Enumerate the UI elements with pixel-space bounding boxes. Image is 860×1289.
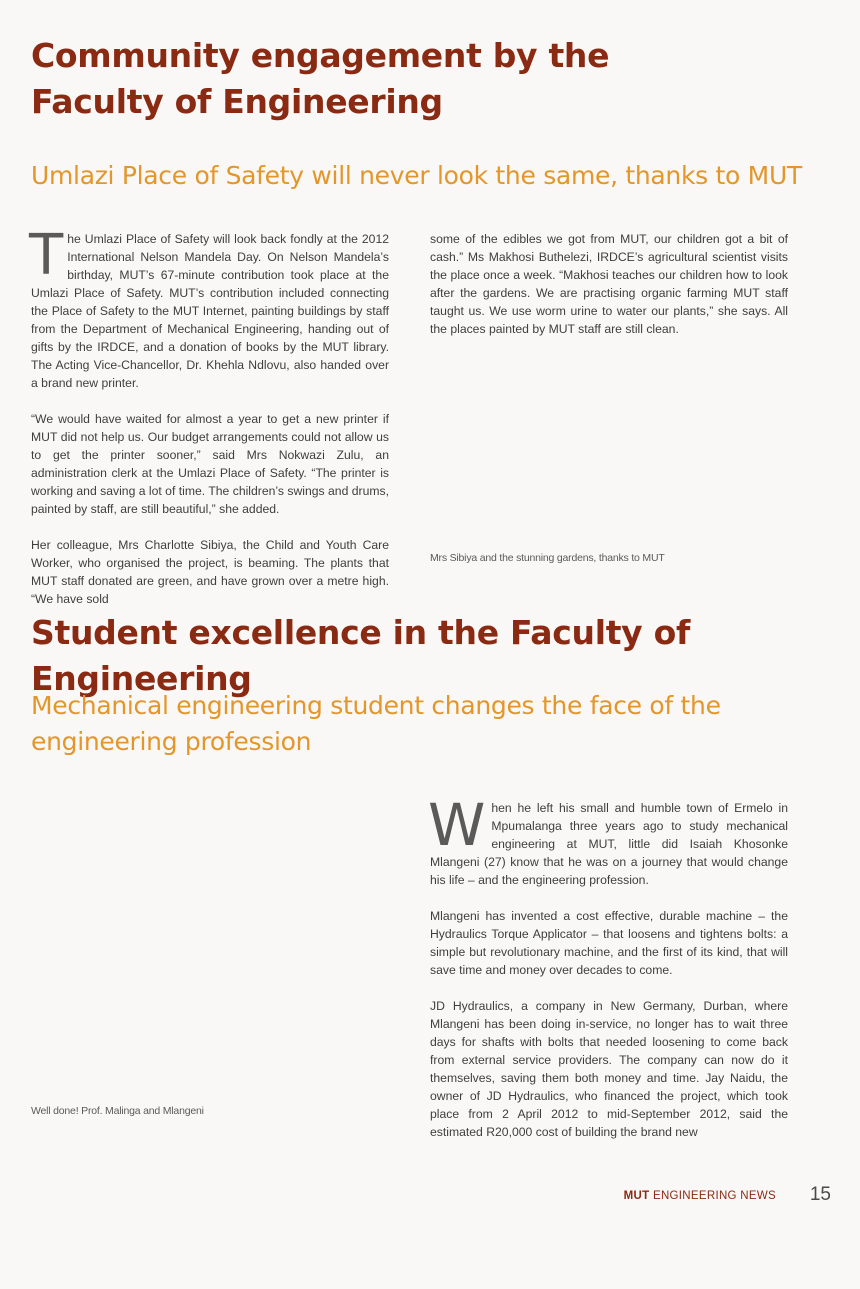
section2-subtitle-line1: Mechanical engineering student changes the face of the	[31, 691, 721, 720]
section1-paragraph-1-text: he Umlazi Place of Safety will look back fondly at the 2012 International Nelson Mandela Day. On Nelson Mandela’s birthday, MUT’s 67-minute contribution took place at the Umlazi Place of Safety. MUT’s contribution included connecting the Place of Safety to the MUT Internet, painting buildings by staff from the Department of Mechanical Engineering, handing out of gifts by the IRDCE, and a donation of books by the MUT library. The Acting Vice-Chancellor, Dr. Khehla Ndlovu, also handed over a brand new printer.	[31, 232, 389, 390]
section2-paragraph-1	[428, 791, 788, 889]
footer-publication: ENGINEERING NEWS	[649, 1190, 776, 1202]
section2-dropcap: W	[428, 791, 486, 859]
section2-title: Student excellence in the Faculty of Engineering	[31, 613, 691, 698]
section2-paragraph-2: Mlangeni has invented a cost effective, durable machine – the Hydraulics Torque Applicator – that loosens and tightens bolts: a simple but revolutionary machine, and the first of its kind, that will save time and money over decades to come.	[430, 909, 788, 977]
section2-subtitle	[31, 688, 831, 760]
section1-title-line2: Faculty of Engineering	[31, 82, 443, 121]
section2-paragraph-3: JD Hydraulics, a company in New Germany, Durban, where Mlangeni has been doing in-service, no longer has to wait three days for shafts with bolts that needed loosening to come back from external service providers. The company can now do it themselves, saving them both money and time. Jay Naidu, the owner of JD Hydraulics, who financed the project, which took place from 2 April 2012 to mid-September 2012, said the estimated R20,000 cost of building the brand new	[430, 999, 788, 1139]
section1-dropcap: T	[29, 223, 64, 288]
section1-right-column	[430, 230, 788, 356]
section1-paragraph-2: “We would have waited for almost a year to get a new printer if MUT did not help us. Our budget arrangements could not allow us to get the printer sooner,” said Mrs Nokwazi Zulu, an administration clerk at the Umlazi Place of Safety. “The printer is working and saving a lot of time. The children’s swings and drums, painted by staff, are still beautiful,” she added.	[31, 412, 389, 516]
section2-paragraph-1-text: hen he left his small and humble town of Ermelo in Mpumalanga three years ago to study mechanical engineering at MUT, little did Isaiah Khosonke Mlangeni (27) know that he was on a journey that would change his life – and the engineering profession.	[430, 801, 788, 887]
footer-publication-label	[624, 1190, 776, 1202]
section2-right-column	[428, 791, 788, 1159]
section1-left-column	[29, 223, 389, 626]
section1-photo-caption: Mrs Sibiya and the stunning gardens, thanks to MUT	[430, 552, 665, 564]
page-number: 15	[809, 1184, 831, 1205]
section1-title-line1: Community engagement by the	[31, 36, 610, 75]
section1-paragraph-3: Her colleague, Mrs Charlotte Sibiya, the Child and Youth Care Worker, who organised the project, is beaming. The plants that MUT staff donated are green, and have grown over a metre high. “We have sold	[31, 538, 389, 606]
footer-brand: MUT	[623, 1190, 650, 1202]
section2-photo-caption: Well done! Prof. Malinga and Mlangeni	[31, 1105, 204, 1117]
section2-subtitle-line2: engineering profession	[31, 727, 312, 756]
section1-paragraph-4: some of the edibles we got from MUT, our children got a bit of cash.” Ms Makhosi Buthelezi, IRDCE’s agricultural scientist visits the place once a week. “Makhosi teaches our children how to look after the gardens. We are practising organic farming MUT staff taught us. We use worm urine to water our plants,” she says. All the places painted by MUT staff are still clean.	[430, 232, 788, 336]
section1-paragraph-1	[29, 223, 389, 392]
section1-title	[31, 33, 731, 125]
section1-subtitle: Umlazi Place of Safety will never look the same, thanks to MUT	[31, 161, 802, 190]
